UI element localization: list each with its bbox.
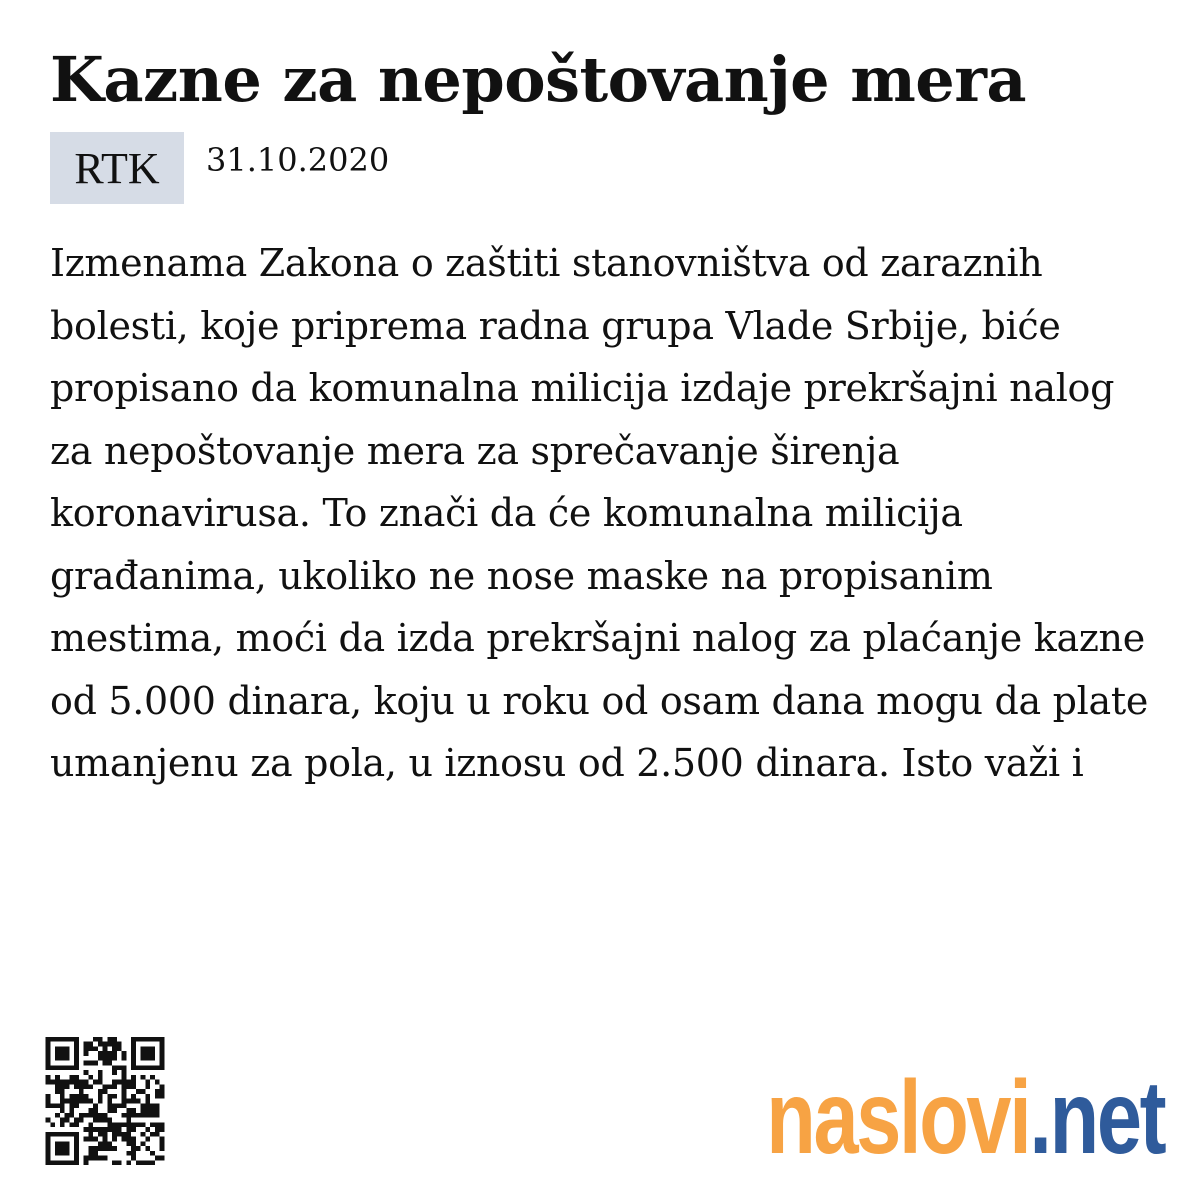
article-meta xyxy=(50,132,389,204)
article-title: Kazne za nepoštovanje mera xyxy=(50,43,1027,116)
article-body: Izmenama Zakona o zaštiti stanovništva od zaraznih bolesti, koje priprema radna grupa Vlade Srbije, biće propisano da komunalna milicija izdaje prekršajni nalog za nepoštovanje mera za sprečavanje širenja koronavirusa. To znači da će komunalna milicija građanima, ukoliko ne nose maske na propisanim mestima, moći da izda prekršajni nalog za plaćanje kazne od 5.000 dinara, koju u roku od osam dana mogu da plate umanjenu za pola, u iznosu od 2.500 dinara. Isto važi i xyxy=(50,241,1149,785)
logo-text-net: .net xyxy=(1029,1060,1164,1176)
text-fade-overlay xyxy=(0,790,1200,860)
qr-code-icon xyxy=(45,1037,165,1165)
naslovi-net-logo xyxy=(765,1060,1164,1176)
article-date: 31.10.2020 xyxy=(206,141,390,179)
logo-text-naslovi: naslovi xyxy=(765,1060,1030,1176)
source-badge: RTK xyxy=(50,132,184,204)
